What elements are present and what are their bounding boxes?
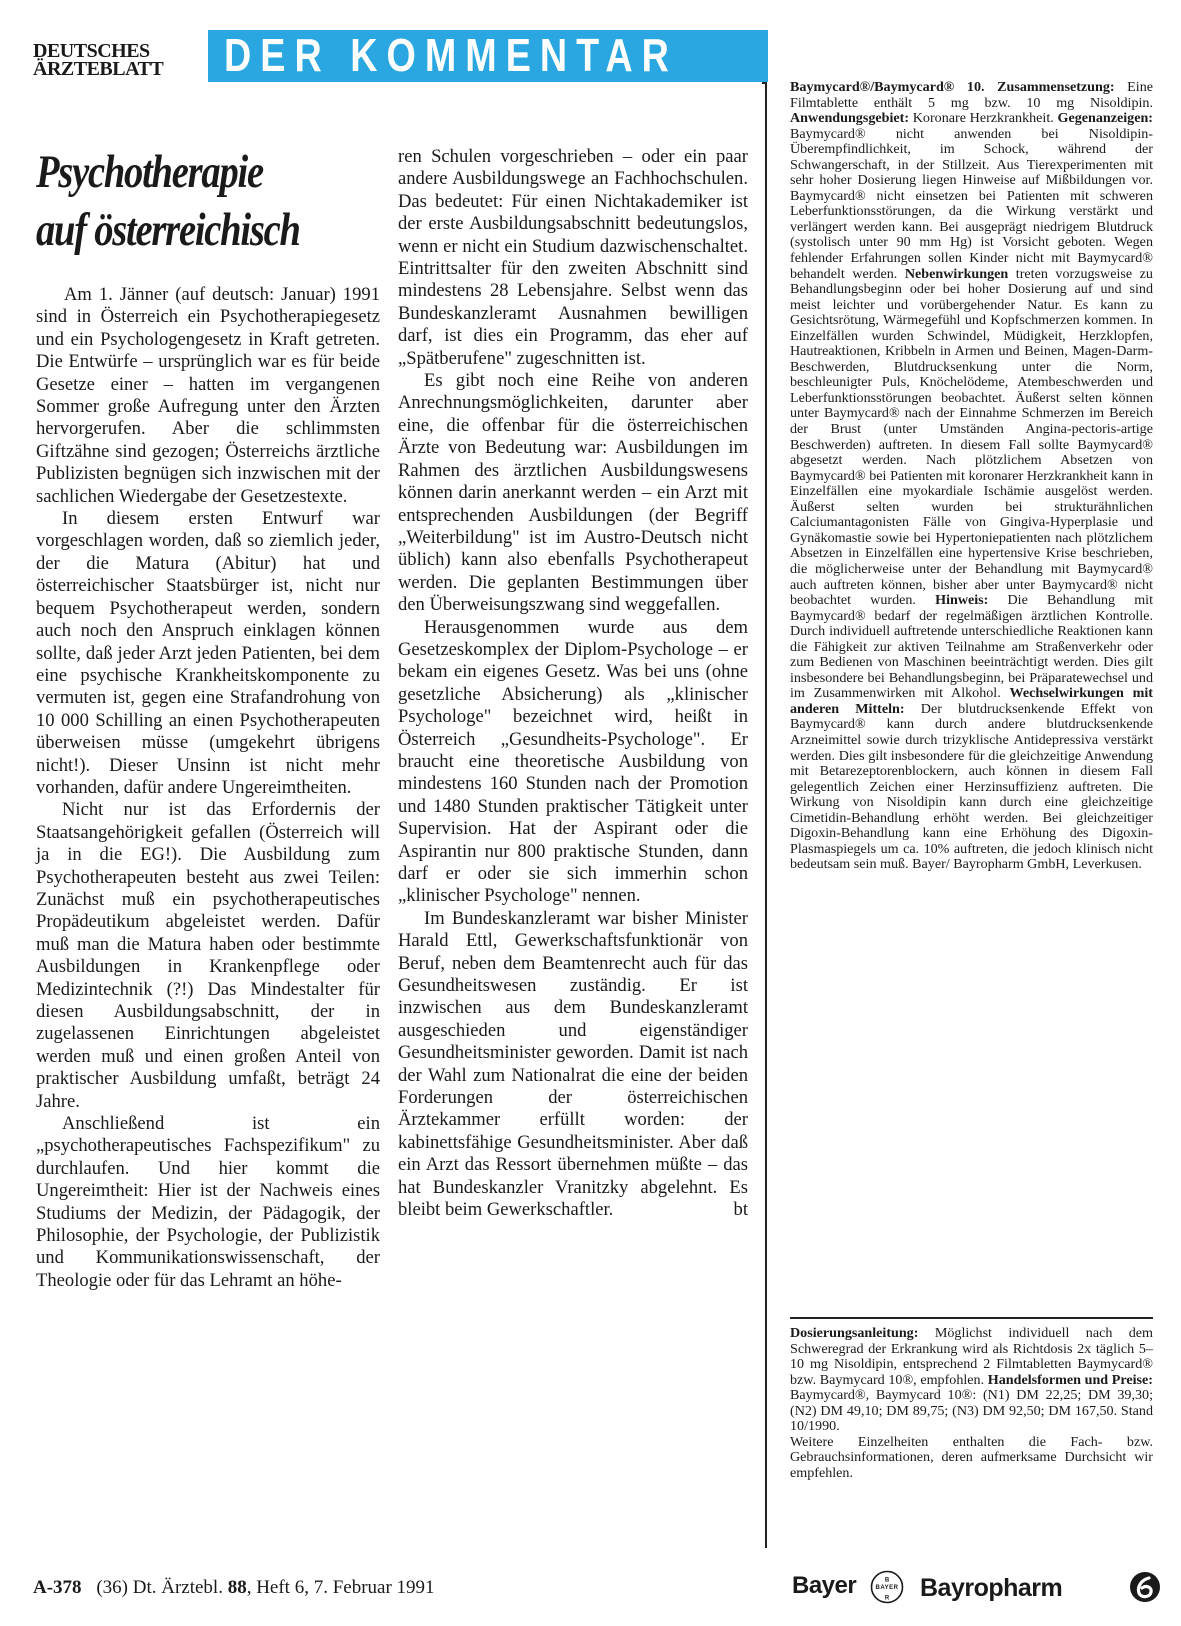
text-anwendungsgebiet: Koronare Herzkrankheit. — [912, 110, 1054, 127]
text-weitere: Weitere Einzelheiten enthalten die Fach- bzw. Gebrauchsinformationen, deren aufmerksame Durchsicht wir empfehlen. — [790, 1433, 1153, 1481]
title-line-2: auf österreichisch — [36, 204, 300, 256]
svg-text:BAYER: BAYER — [875, 1585, 899, 1592]
paragraph — [398, 908, 748, 1222]
paragraph-text: Im Bundeskanzleramt war bisher Minister Harald Ettl, Gewerkschaftsfunktionär von Beruf, neben dem Beamtenrecht auch für das Gesundheitswesen zuständig. Er ist inzwischen aus dem Bundeskanzleramt ausgeschieden und eigenständiger Gesundheitsminister geworden. Damit ist nach der Wahl zum Nationalrat die eine der beiden Forderungen der österreichischen Ärztekammer erfüllt worden: der kabinettsfähige Gesundheitsminister. Aber daß ein Arzt das Ressort übernehmen müßte – das hat Bundeskanzler Vranitzky abgelehnt. Es bleibt beim Gewerkschaftler. — [398, 907, 748, 1221]
svg-text:R: R — [884, 1595, 890, 1602]
paragraph: Herausgenommen wurde aus dem Gesetzeskomplex der Diplom-Psychologe – er bekam ein eigenes Gesetz. Was bei uns (ohne gesetzliche Absicherung) als „klinischer Psychologe" bezeichnet wird, heißt in Österreich „Gesundheits-Psychologe". Er braucht eine theoretische Ausbildung von mindestens 160 Stunden nach der Promotion und 1480 Stunden praktischer Tätigkeit unter Supervision. Hat der Aspirant oder die Aspirantin nur 800 praktische Stunden, dann darf er oder sie sich immerhin schon „klinischer Psychologe" nennen. — [398, 616, 748, 907]
keyword-zusammensetzung: Zusammensetzung: — [997, 79, 1115, 95]
text-zusammensetzung: Eine Filmtablette enthält 5 mg bzw. 10 mg Nisoldipin. — [790, 79, 1153, 111]
text-hinweis: Die Behandlung mit Baymycard® bedarf der regelmäßigen ärztlichen Kontrolle. Durch individuell auftretende unterschiedliche Reaktionen kann die Fähigkeit zur aktiven Teilnahme am Straßenverkehr oder zum Bedienen von Maschinen beeinträchtigt werden. Dies gilt insbesondere bei Behandlungsbeginn, bei Präparatewechsel und im Zusammenwirken mit Alkohol. — [790, 592, 1154, 702]
journal-masthead — [33, 42, 193, 78]
svg-text:B: B — [884, 1577, 890, 1584]
product-info-box — [790, 80, 1153, 873]
keyword-wechselwirkungen: Wechselwirkungen mit anderen Mitteln: — [790, 685, 1153, 717]
keyword-dosierung: Dosierungsanleitung: — [790, 1325, 919, 1341]
text-dosierung: Möglichst individuell nach dem Schweregrad der Erkrankung wird als Richtdosis 2x täglich 5–10 mg Nisoldipin, entsprechend 2 Filmtabletten Baymycard® bzw. Baymycard 10®, empfohlen. — [790, 1325, 1153, 1388]
product-info-text — [790, 80, 1153, 873]
paragraph: Es gibt noch eine Reihe von anderen Anrechnungsmöglichkeiten, darunter aber eine, die offenbar für die österreichischen Ärzte von Bedeutung war: Ausbildungen im Rahmen des ärztlichen Ausbildungswesens können darin anerkannt werden – ein Arzt mit entsprechenden Ausbildungen (der Begriff „Weiterbildung" ist im Austro-Deutsch nicht üblich) kann also ebenfalls Psychotherapeut werden. Die geplanten Bestimmungen über den Überweisungszwang sind weggefallen. — [398, 370, 748, 616]
article-title — [36, 143, 331, 259]
paragraph: Nicht nur ist das Erfordernis der Staatsangehörigkeit gefallen (Österreich will ja in die EG!). Die Ausbildung zum Psychotherapeuten besteht aus zwei Teilen: Zunächst muß ein psychotherapeutisches Propädeutikum abgeleistet werden. Dafür muß man die Matura haben oder bestimmte Ausbildungen in Krankenpflege oder Medizintechnik (?!) Das Mindestalter für diesen Ausbildungsabschnitt, der in zugelassenen Einrichtungen abgeleistet werden muß und einen großen Anteil von praktischer Ausbildung umfaßt, beträgt 24 Jahre. — [36, 799, 380, 1112]
divider-corner — [762, 82, 767, 84]
article-column-2 — [398, 146, 748, 1222]
citation-pre: (36) Dt. Ärztebl. — [96, 1577, 228, 1598]
bayropharm-wordmark: Bayropharm — [920, 1574, 1063, 1602]
product-name: Baymycard®/Baymycard® 10. — [790, 79, 985, 95]
text-gegenanzeigen: Baymycard® nicht anwenden bei Nisoldipin-Überempfindlichkeit, im Schock, während der Schwangerschaft, in der Stillzeit. Aus Tierexperimenten mit sehr hoher Dosierung liegen Hinweise auf Mißbildungen vor. Baymycard® nicht einsetzen bei Patienten mit schweren Leberfunktionsstörungen, da die Wirkung verstärkt und verlängert werden kann. Bei ausgeprägt niedrigem Blutdruck (systolisch unter 90 mm Hg) ist Vorsicht geboten. Wegen fehlender Erfahrungen sollen Kinder nicht mit Baymycard® behandelt werden. — [790, 125, 1153, 282]
bayer-wordmark: Bayer — [792, 1572, 857, 1599]
volume-number: 88 — [227, 1577, 247, 1598]
keyword-gegenanzeigen: Gegenanzeigen: — [1057, 110, 1154, 127]
keyword-hinweis: Hinweis: — [935, 592, 989, 609]
paragraph: ren Schulen vorgeschrieben – oder ein paar andere Ausbildungswege an Fachhochschulen. Das bedeutet: Für einen Nichtakademiker ist der erste Ausbildungsabschnitt bedeutungslos, wenn er nicht ein Studium dazwischenschaltet. Eintrittsalter für den zweiten Abschnitt sind mindestens 28 Lebensjahre. Selbst wenn das Bundeskanzleramt Ausnahmen bewilligen darf, ist dies ein Programm, das eher auf „Spätberufene" zugeschnitten ist. — [398, 146, 748, 369]
page-footer — [33, 1577, 435, 1599]
paragraph: Am 1. Jänner (auf deutsch: Januar) 1991 sind in Österreich ein Psychotherapiegesetz und ein Psychologengesetz in Kraft getreten. Die Entwürfe – ursprünglich war es für beide Gesetze einer – hatten im vergangenen Sommer große Aufregung unter den Ärzten hervorgerufen. Aber die schlimmsten Giftzähne sind gezogen; Österreichs ärztliche Publizisten begnügen sich inzwischen mit der sachlichen Wiedergabe der Gesetzestexte. — [36, 284, 380, 507]
paragraph: In diesem ersten Entwurf war vorgeschlagen worden, daß so ziemlich jeder, der die Matura (Abitur) hat und österreichischer Staatsbürger ist, nicht nur bequem Psychotherapeut werden, sondern auch noch den Anspruch einklagen können sollte, daß jeder Arzt jeden Patienten, bei dem eine psychische Krankheitskomponente zu vermuten ist, gegen eine Strafandrohung von 10 000 Schilling an einen Psychotherapeuten überweisen müsse (umgekehrt übrigens nicht!). Dieser Unsinn ist nicht mehr vorhanden, dafür andere Ungereimtheiten. — [36, 508, 380, 798]
keyword-nebenwirkungen: Nebenwirkungen — [904, 265, 1009, 282]
section-label: DER KOMMENTAR — [224, 29, 678, 81]
bayropharm-logo-icon — [1128, 1570, 1162, 1604]
column-divider — [765, 82, 767, 1548]
text-wechselwirkungen: Der blutdrucksenkende Effekt von Baymycard® kann durch andere blutdrucksenkende Arzneimittel sowie durch trizyklische Antidepressiva verstärkt werden. Dies gilt insbesondere für die gleichzeitige Anwendung mit Betarezeptorenblockern, auch können in diesem Fall gelegentlich Zeichen einer Herzinsuffizienz auftreten. Die Wirkung von Nisoldipin kann durch eine gleichzeitige Cimetidin-Behandlung erhöht werden. Bei gleichzeitiger Digoxin-Behandlung kann eine Erhöhung des Digoxin-Plasmaspiegels um ca. 10% auftreten, die jedoch klinisch nicht bedeutsam sein muß. Bayer/ Bayropharm GmbH, Leverkusen. — [790, 700, 1153, 873]
title-line-1: Psychotherapie — [36, 146, 263, 198]
paragraph: Anschließend ist ein „psychotherapeutisches Fachspezifikum" zu durchlaufen. Und hier kommt die Ungereimtheit: Hier ist der Nachweis eines Studiums der Medizin, der Pädagogik, der Philosophie, der Psychologie, der Publizistik und Kommunikationswissenschaft, der Theologie oder für das Lehramt an höhe- — [36, 1113, 380, 1291]
keyword-handelsformen: Handelsformen und Preise: — [987, 1371, 1153, 1388]
masthead-line-1: DEUTSCHES — [33, 40, 150, 62]
text-handelsformen: Baymycard®, Baymycard 10®: (N1) DM 22,25; DM 39,30; (N2) DM 49,10; DM 89,75; (N3) DM 92,50; DM 167,50. Stand 10/1990. — [790, 1387, 1153, 1435]
citation-post: , Heft 6, 7. Februar 1991 — [246, 1577, 435, 1598]
sidebar-divider — [790, 1317, 1153, 1319]
article-column-1 — [36, 284, 380, 1292]
dosage-box — [790, 1326, 1153, 1481]
author-signature: bt — [733, 1199, 748, 1221]
text-nebenwirkungen: treten vorzugsweise zu Behandlungsbeginn oder bei hoher Dosierung auf und sind meist leichter und vorübergehender Natur. Es kann zu Gesichtsrötung, Wärmegefühl und Kopfschmerzen kommen. In Einzelfällen wurden Schwindel, Müdigkeit, Herzklopfen, Hautreaktionen, Kribbeln in Armen und Beinen, Magen-Darm-Beschwerden, Blutdrucksenkung unter die Norm, beschleunigter Puls, Knöchelödeme, Atembeschwerden und Leberfunktionsstörungen beobachtet. Äußerst selten können unter Baymycard® nach der Einnahme Schmerzen im Bereich der Brust (unter Umständen Angina-pectoris-artige Beschwerden) auftreten. In diesem Fall sollte Baymycard® abgesetzt werden. Nach plötzlichem Absetzen von Baymycard® bei Patienten mit koronarer Herzkrankheit kann in Einzelfällen eine myokardiale Ischämie ausgelöst werden. Äußerst selten wurden bei strukturähnlichen Calciumantagonisten Fälle von Gingiva-Hyperplasie und Gynäkomastie sowie bei Hypertoniepatienten nach plötzlichem Absetzen in Einzelfällen eine hypertensive Krise beschrieben, die möglicherweise unter der Behandlung mit Baymycard® auch auftreten können, bisher aber unter Baymycard® nicht beobachtet wurden. — [790, 265, 1153, 609]
keyword-anwendungsgebiet: Anwendungsgebiet: — [790, 110, 910, 127]
masthead-line-2: ÄRZTEBLATT — [33, 58, 164, 80]
page-number: A-378 — [33, 1577, 82, 1598]
dosage-text — [790, 1326, 1153, 1435]
bayer-cross-logo-icon — [870, 1570, 904, 1604]
